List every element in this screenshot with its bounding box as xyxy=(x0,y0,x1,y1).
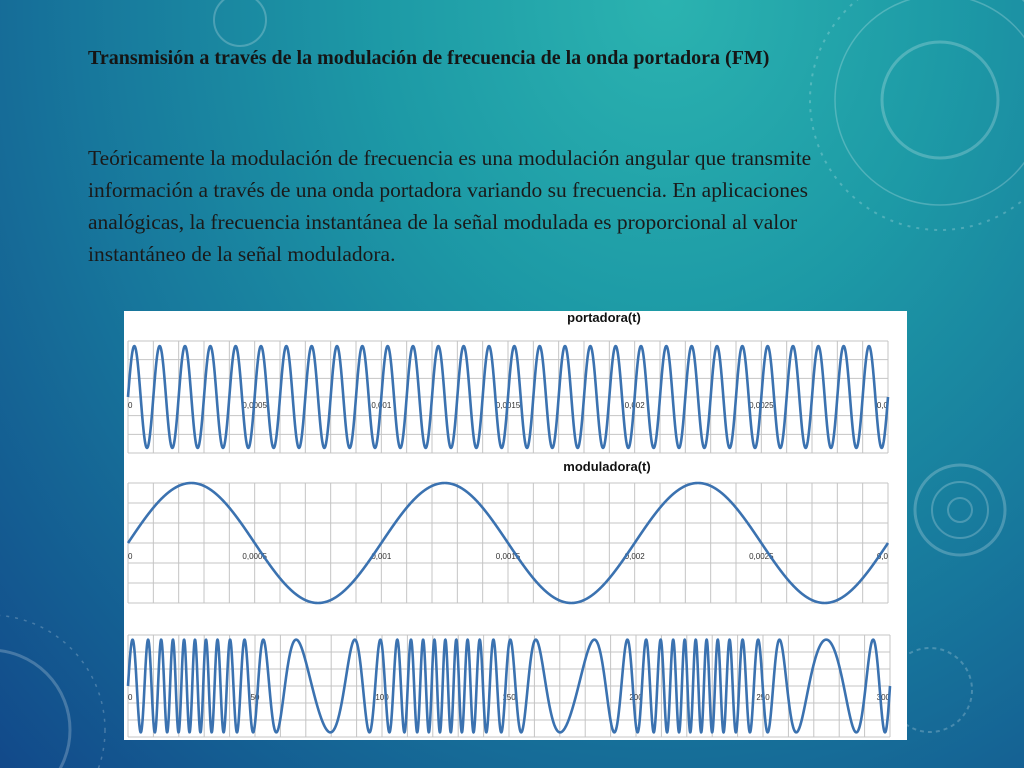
x-tick-label: 0 xyxy=(128,552,133,561)
x-tick-label: 300 xyxy=(876,693,890,702)
x-tick-label: 0,0015 xyxy=(495,401,521,410)
x-tick-label: 0,001 xyxy=(371,401,392,410)
chart-title: portadora(t) xyxy=(567,311,641,325)
x-tick-label: 0,002 xyxy=(624,401,645,410)
slide-body-text: Teóricamente la modulación de frecuencia es una modulación angular que transmite información a través de una onda portadora variando su frecuencia. En aplicaciones analógicas, la frecuencia instantánea de la señal modulada es proporcional al valor instantáneo de la señal moduladora. xyxy=(88,146,812,266)
x-tick-label: 0,0005 xyxy=(242,401,267,410)
x-tick-label: 0,002 xyxy=(624,552,645,561)
slide-title: Transmisión a través de la modulación de frecuencia de la onda portadora (FM) xyxy=(88,47,770,69)
x-tick-label: 0,0015 xyxy=(495,552,521,561)
x-tick-label: 0,0025 xyxy=(749,552,774,561)
x-tick-label: 0,0 xyxy=(876,401,888,410)
x-tick-label: 50 xyxy=(250,693,260,702)
fm-charts xyxy=(124,311,907,740)
x-tick-label: 150 xyxy=(502,693,516,702)
x-tick-label: 250 xyxy=(756,693,770,702)
x-tick-label: 0,0025 xyxy=(749,401,774,410)
x-tick-label: 0 xyxy=(128,693,133,702)
x-tick-label: 100 xyxy=(375,693,389,702)
x-tick-label: 200 xyxy=(629,693,643,702)
fm-chart-panel xyxy=(124,311,907,740)
x-tick-label: 0 xyxy=(128,401,133,410)
chart-title: moduladora(t) xyxy=(563,459,651,474)
x-tick-label: 0,0 xyxy=(876,552,888,561)
x-tick-label: 0,001 xyxy=(371,552,392,561)
x-tick-label: 0,0005 xyxy=(242,552,267,561)
